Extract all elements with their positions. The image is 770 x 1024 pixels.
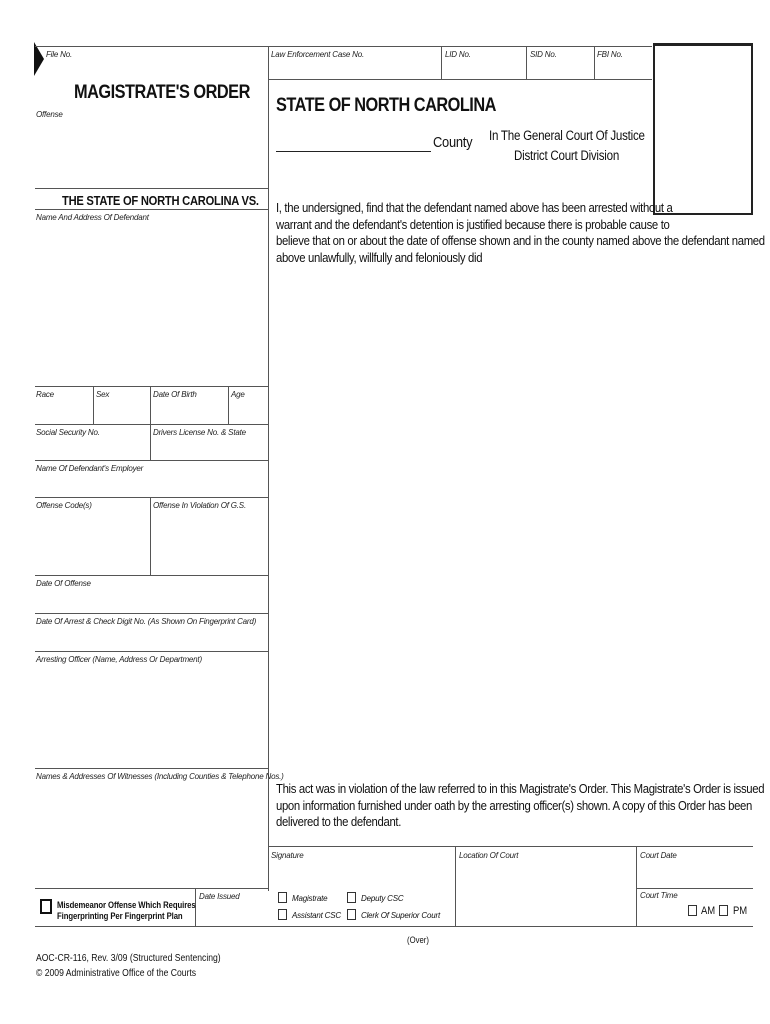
divider <box>150 497 151 575</box>
sex-field[interactable] <box>96 402 148 422</box>
drivers-license-field[interactable] <box>153 439 266 458</box>
sid-no-field[interactable] <box>530 60 592 78</box>
court-time-field[interactable] <box>640 903 684 923</box>
misdemeanor-checkbox[interactable] <box>40 899 52 914</box>
finding-line: warrant and the defendant's detention is justified because there is probable cause to <box>276 216 670 232</box>
violation-line: This act was in violation of the law referred to in this Magistrate's Order. This Magistrate's Order is issued <box>276 781 765 796</box>
race-label: Race <box>36 390 54 399</box>
divider <box>35 460 268 461</box>
sid-no-label: SID No. <box>530 50 557 59</box>
magistrate-label: Magistrate <box>292 894 328 903</box>
employer-field[interactable] <box>36 475 264 495</box>
law-case-no-field[interactable] <box>271 60 437 78</box>
divider <box>35 888 268 889</box>
location-of-court-label: Location Of Court <box>459 851 519 860</box>
name-address-label: Name And Address Of Defendant <box>36 213 149 222</box>
misdemeanor-line: Misdemeanor Offense Which Requires <box>57 900 196 910</box>
divider <box>35 613 268 614</box>
magistrates-order-title: MAGISTRATE'S ORDER <box>74 82 250 103</box>
finding-line: believe that on or about the date of offense shown and in the county named above the defendant named <box>276 233 765 248</box>
misdemeanor-line: Fingerprinting Per Fingerprint Plan <box>57 911 183 921</box>
offense-description-field[interactable] <box>276 270 750 770</box>
location-of-court-field[interactable] <box>459 862 634 924</box>
violation-paragraph <box>276 781 764 831</box>
state-vs-heading: THE STATE OF NORTH CAROLINA VS. <box>62 193 259 208</box>
fingerprint-box[interactable] <box>653 43 753 215</box>
court-date-label: Court Date <box>640 851 677 860</box>
header-top-rule <box>35 46 652 47</box>
misdemeanor-text <box>57 900 196 922</box>
violation-gs-field[interactable] <box>153 512 266 572</box>
name-address-field[interactable] <box>36 224 264 384</box>
date-of-arrest-field[interactable] <box>36 628 264 648</box>
offense-codes-label: Offense Code(s) <box>36 501 92 510</box>
divider <box>150 424 151 460</box>
signature-label: Signature <box>271 851 304 860</box>
divider <box>35 926 753 927</box>
deputy-csc-label: Deputy CSC <box>361 894 404 903</box>
dob-field[interactable] <box>153 402 226 422</box>
pm-label: PM <box>733 905 748 917</box>
court-date-field[interactable] <box>640 862 752 886</box>
court-line-2: District Court Division <box>514 148 620 163</box>
am-checkbox[interactable] <box>688 905 697 916</box>
ssn-field[interactable] <box>36 439 148 458</box>
age-field[interactable] <box>231 402 266 422</box>
date-of-offense-field[interactable] <box>36 590 264 610</box>
offense-codes-field[interactable] <box>36 512 148 572</box>
file-no-field[interactable] <box>46 60 264 78</box>
race-field[interactable] <box>36 402 91 422</box>
lid-no-label: LID No. <box>445 50 471 59</box>
violation-gs-label: Offense In Violation Of G.S. <box>153 501 246 510</box>
header-divider <box>268 46 269 80</box>
court-line-1: In The General Court Of Justice <box>489 128 645 143</box>
clerk-superior-court-label: Clerk Of Superior Court <box>361 911 440 920</box>
state-of-nc-title: STATE OF NORTH CAROLINA <box>276 95 496 116</box>
divider <box>35 188 268 189</box>
header-divider <box>441 46 442 80</box>
law-case-no-label: Law Enforcement Case No. <box>271 50 365 59</box>
divider <box>35 575 268 576</box>
divider <box>150 386 151 424</box>
date-of-arrest-label: Date Of Arrest & Check Digit No. (As Shown On Fingerprint Card) <box>36 617 257 626</box>
finding-line: above unlawfully, willfully and feloniously did <box>276 249 483 265</box>
divider <box>35 424 268 425</box>
pm-checkbox[interactable] <box>719 905 728 916</box>
dob-label: Date Of Birth <box>153 390 197 399</box>
divider <box>93 386 94 424</box>
corner-triangle-marker <box>34 42 44 76</box>
arresting-officer-field[interactable] <box>36 667 264 767</box>
assistant-csc-label: Assistant CSC <box>292 911 341 920</box>
divider <box>35 497 268 498</box>
divider <box>636 846 637 926</box>
offense-label: Offense <box>36 110 63 119</box>
court-time-label: Court Time <box>640 891 678 900</box>
sex-label: Sex <box>96 390 110 399</box>
age-label: Age <box>231 390 245 399</box>
county-field[interactable] <box>276 133 431 151</box>
finding-line: I, the undersigned, find that the defendant named above has been arrested without a <box>276 200 673 215</box>
divider <box>636 888 753 889</box>
assistant-csc-checkbox[interactable] <box>278 909 287 920</box>
clerk-superior-court-checkbox[interactable] <box>347 909 356 920</box>
magistrate-checkbox[interactable] <box>278 892 287 903</box>
divider <box>228 386 229 424</box>
form-number: AOC-CR-116, Rev. 3/09 (Structured Sentencing) <box>36 953 221 964</box>
drivers-license-label: Drivers License No. & State <box>153 428 246 437</box>
header-divider <box>594 46 595 80</box>
witnesses-field[interactable] <box>36 784 264 884</box>
divider <box>35 651 268 652</box>
signature-field[interactable] <box>271 862 453 886</box>
county-label: County <box>433 134 473 151</box>
column-divider <box>268 79 269 891</box>
lid-no-field[interactable] <box>445 60 523 78</box>
date-issued-label: Date Issued <box>199 892 240 901</box>
ssn-label: Social Security No. <box>36 428 100 437</box>
offense-field[interactable] <box>36 120 264 186</box>
date-of-offense-label: Date Of Offense <box>36 579 91 588</box>
county-underline <box>276 151 431 152</box>
deputy-csc-checkbox[interactable] <box>347 892 356 903</box>
witnesses-label: Names & Addresses Of Witnesses (Including Counties & Telephone Nos.) <box>36 772 284 781</box>
divider <box>455 846 456 926</box>
am-label: AM <box>701 905 716 917</box>
finding-paragraph <box>276 200 765 266</box>
fbi-no-label: FBI No. <box>597 50 623 59</box>
divider <box>35 768 268 769</box>
divider <box>35 386 268 387</box>
divider <box>35 209 268 210</box>
header-divider <box>526 46 527 80</box>
copyright: © 2009 Administrative Office of the Courts <box>36 968 197 979</box>
violation-line: delivered to the defendant. <box>276 814 402 829</box>
date-issued-field[interactable] <box>199 903 266 924</box>
employer-label: Name Of Defendant's Employer <box>36 464 144 473</box>
arresting-officer-label: Arresting Officer (Name, Address Or Department) <box>36 655 202 664</box>
divider <box>268 846 753 847</box>
violation-line: upon information furnished under oath by the arresting officer(s) shown. A copy of this Order has been <box>276 797 752 813</box>
over-label: (Over) <box>407 935 429 945</box>
fbi-no-field[interactable] <box>597 60 651 78</box>
file-no-label: File No. <box>46 50 72 59</box>
